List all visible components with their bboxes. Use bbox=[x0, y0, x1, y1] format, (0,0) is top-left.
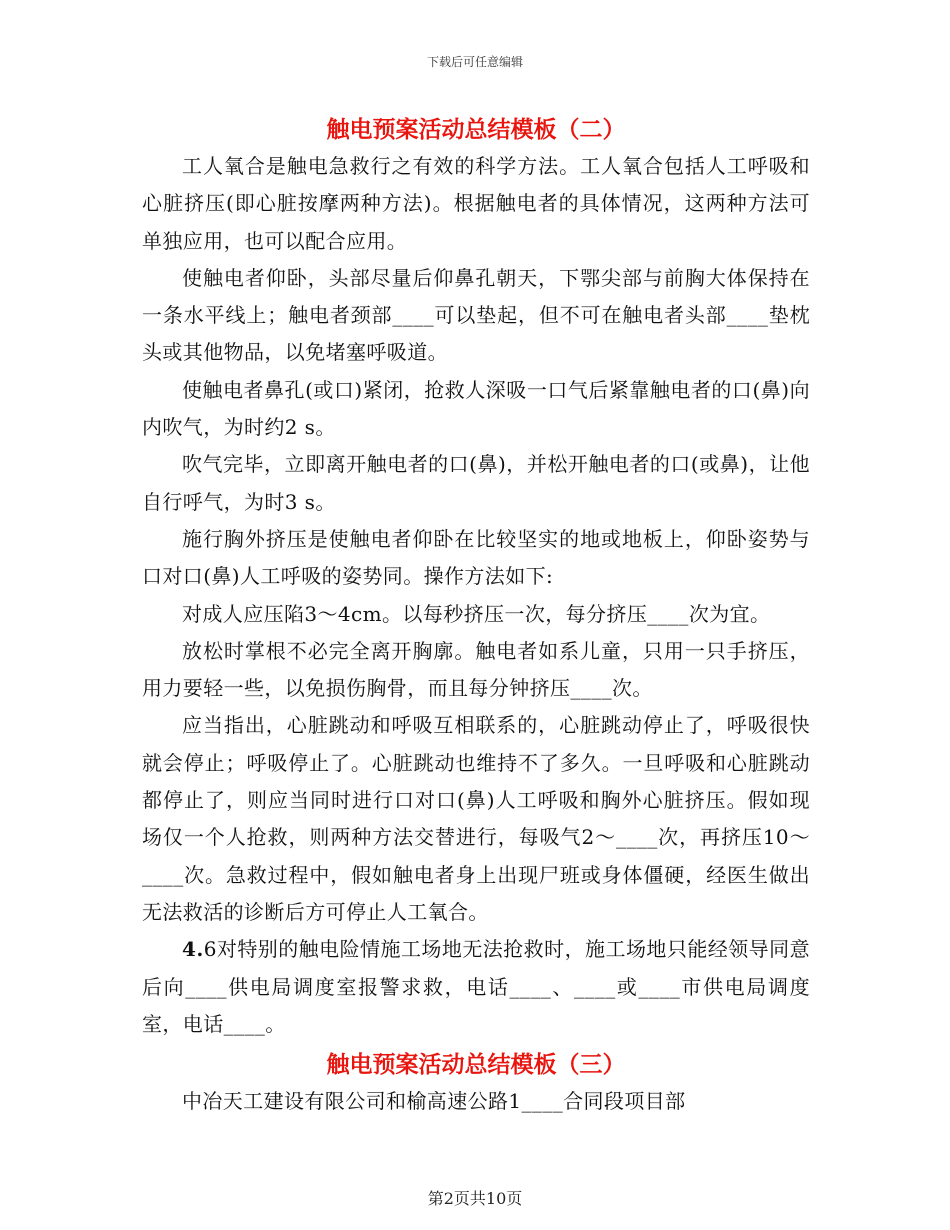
document-body bbox=[142, 112, 810, 1120]
page-footer: 第2页共10页 bbox=[427, 1189, 523, 1208]
paragraph: 中冶天工建设有限公司和榆高速公路1____合同段项目部 bbox=[182, 1089, 686, 1114]
paragraph: 施行胸外挤压是使触电者仰卧在比较坚实的地或地板上，仰卧姿势与口对口(鼻)人工呼吸的姿势同。操作方法如下: bbox=[142, 526, 810, 589]
emergency-call-paragraph bbox=[142, 931, 810, 1043]
paragraph: 吹气完毕，立即离开触电者的口(鼻)，并松开触电者的口(或鼻)，让他自行呼气，为时3 s。 bbox=[142, 452, 810, 514]
section-title-2: 触电预案活动总结模板（二） bbox=[326, 117, 626, 143]
item-number: 4. bbox=[182, 937, 204, 962]
paragraph: 放松时掌根不必完全离开胸廓。触电者如系儿童，只用一只手挤压，用力要轻一些，以免损伤胸骨，而且每分钟挤压____次。 bbox=[142, 638, 810, 701]
paragraph: 工人氧合是触电急救行之有效的科学方法。工人氧合包括人工呼吸和心脏挤压(即心脏按摩两种方法)。根据触电者的具体情况，这两种方法可单独应用，也可以配合应用。 bbox=[142, 154, 810, 253]
paragraph: 对成人应压陷3～4cm。以每秒挤压一次，每分挤压____次为宜。 bbox=[182, 601, 771, 626]
item-text: 6对特别的触电险情施工场地无法抢救时，施工场地只能经领导同意后向____供电局调度室报警求救，电话____、____或____市供电局调度室，电话____。 bbox=[142, 937, 810, 1036]
paragraph: 使触电者仰卧，头部尽量后仰鼻孔朝天，下鄂尖部与前胸大体保持在一条水平线上；触电者颈部____可以垫起，但不可在触电者头部____垫枕头或其他物品，以免堵塞呼吸道。 bbox=[142, 265, 810, 365]
page-header: 下载后可任意编辑 bbox=[426, 55, 523, 69]
paragraph: 使触电者鼻孔(或口)紧闭，抢救人深吸一口气后紧靠触电者的口(鼻)向内吹气，为时约2 s。 bbox=[142, 377, 810, 440]
paragraph: 应当指出，心脏跳动和呼吸互相联系的，心脏跳动停止了，呼吸很快就会停止；呼吸停止了。心脏跳动也维持不了多久。一旦呼吸和心脏跳动都停止了，则应当同时进行口对口(鼻)人工呼吸和胸外心脏挤压。假如现场仅一个人抢救，则两种方法交替进行，每吸气2～____次，再挤压10～____次。急救过程中，假如触电者身上出现尸班或身体僵硬，经医生做出无法救活的诊断后方可停止人工氧合。 bbox=[142, 713, 810, 924]
section-title-3: 触电预案活动总结模板（三） bbox=[326, 1052, 626, 1079]
